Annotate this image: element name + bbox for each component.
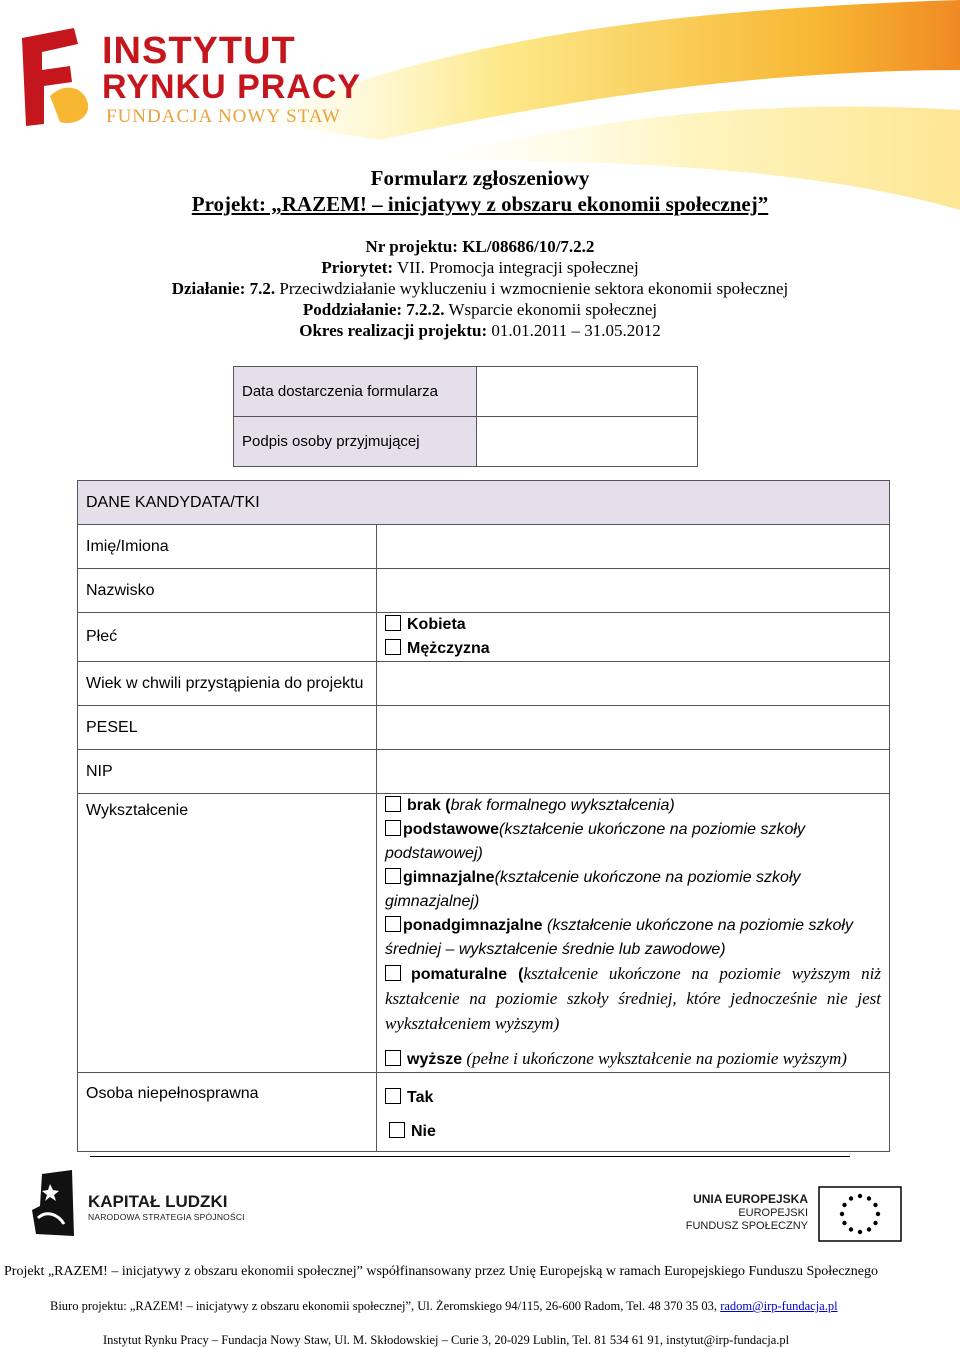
- education-label: Wykształcenie: [78, 794, 377, 1073]
- office-use-table: [233, 366, 698, 467]
- gender-options: [377, 613, 890, 662]
- project-number: Nr projektu: KL/08686/10/7.2.2: [365, 237, 595, 256]
- disabled-option-yes[interactable]: Tak: [385, 1081, 881, 1115]
- institute-emblem-icon: [14, 26, 104, 136]
- pesel-label: PESEL: [78, 706, 377, 750]
- checkbox-icon[interactable]: [385, 1050, 401, 1066]
- eu-line-3: FUNDUSZ SPOŁECZNY: [685, 1220, 808, 1232]
- first-name-label: Imię/Imiona: [78, 525, 377, 569]
- delivery-date-field[interactable]: [477, 367, 698, 417]
- education-option-primary[interactable]: podstawowe(kształcenie ukończone na poziomie szkoły podstawowej): [385, 821, 805, 862]
- kapital-ludzki-logo: [28, 1170, 288, 1240]
- logo-line-1: INSTYTUT: [102, 30, 296, 72]
- age-label: Wiek w chwili przystąpienia do projektu: [78, 662, 377, 706]
- last-name-label: Nazwisko: [78, 569, 377, 613]
- pesel-field[interactable]: [377, 706, 890, 750]
- candidate-data-table: [77, 480, 890, 1152]
- education-options: [377, 794, 890, 1073]
- receiver-signature-field[interactable]: [477, 417, 698, 467]
- footer-institute-address: Instytut Rynku Pracy – Fundacja Nowy Staw, Ul. M. Skłodowskiej – Curie 3, 20-029 Lublin, Tel. 81 534 61 91, instytut@irp-fundacja.pl: [103, 1333, 790, 1347]
- age-field[interactable]: [377, 662, 890, 706]
- project-priority: Priorytet: VII. Promocja integracji społecznej: [321, 258, 639, 277]
- last-name-field[interactable]: [377, 569, 890, 613]
- section-title: DANE KANDYDATA/TKI: [78, 481, 890, 525]
- nip-field[interactable]: [377, 750, 890, 794]
- delivery-date-label: Data dostarczenia formularza: [234, 367, 477, 417]
- logo-line-3: FUNDACJA NOWY STAW: [106, 106, 341, 127]
- checkbox-icon[interactable]: [385, 916, 401, 932]
- project-subaction: Poddziałanie: 7.2.2. Wsparcie ekonomii społecznej: [302, 300, 658, 319]
- checkbox-icon[interactable]: [385, 965, 401, 981]
- nip-label: NIP: [78, 750, 377, 794]
- checkbox-icon[interactable]: [389, 1122, 405, 1138]
- institute-logo: [14, 26, 364, 136]
- project-title: Projekt: „RAZEM! – inicjatywy z obszaru ekonomii społecznej”: [191, 192, 769, 216]
- disabled-option-no[interactable]: Nie: [385, 1115, 881, 1149]
- footer-cofinancing: Projekt „RAZEM! – inicjatywy z obszaru ekonomii społecznej” współfinansowany przez Unię Europejską w ramach Europejskiego Funduszu Społecznego: [4, 1264, 878, 1279]
- education-option-gymnasium[interactable]: gimnazjalne(kształcenie ukończone na poziomie szkoły gimnazjalnej): [385, 869, 801, 910]
- education-option-higher[interactable]: wyższe (pełne i ukończone wykształcenie na poziomie wyższym): [385, 1047, 881, 1072]
- project-action: Działanie: 7.2. Przeciwdziałanie wykluczeniu i wzmocnienie sektora ekonomii społecznej: [171, 279, 789, 298]
- eu-line-2: EUROPEJSKI: [738, 1207, 808, 1219]
- education-option-post-secondary[interactable]: pomaturalne (kształcenie ukończone na poziomie wyższym niż kształcenie na poziomie szkoły średniej, które jednocześnie nie jest wykształceniem wyższym): [385, 964, 881, 1033]
- disabled-label: Osoba niepełnosprawna: [78, 1073, 377, 1152]
- education-option-none[interactable]: brak (brak formalnego wykształcenia): [385, 794, 881, 818]
- kapital-ludzki-title: KAPITAŁ LUDZKI: [88, 1192, 228, 1211]
- kapital-ludzki-subtitle: NARODOWA STRATEGIA SPÓJNOŚCI: [88, 1212, 245, 1222]
- footer-divider: [90, 1156, 850, 1157]
- gender-label: Płeć: [78, 613, 377, 662]
- gender-option-female[interactable]: Kobieta: [385, 613, 881, 637]
- first-name-field[interactable]: [377, 525, 890, 569]
- checkbox-icon[interactable]: [385, 615, 401, 631]
- kapital-ludzki-emblem-icon: [28, 1170, 78, 1240]
- disabled-options: [377, 1073, 890, 1152]
- form-title: Formularz zgłoszeniowy: [370, 166, 590, 190]
- footer-email-link[interactable]: radom@irp-fundacja.pl: [720, 1299, 838, 1313]
- checkbox-icon[interactable]: [385, 796, 401, 812]
- checkbox-icon[interactable]: [385, 1088, 401, 1104]
- receiver-signature-label: Podpis osoby przyjmującej: [234, 417, 477, 467]
- logo-line-2: RYNKU PRACY: [102, 68, 362, 106]
- checkbox-icon[interactable]: [385, 868, 401, 884]
- education-option-secondary[interactable]: ponadgimnazjalne (kształcenie ukończone na poziomie szkoły średniej – wykształcenie średnie lub zawodowe): [385, 917, 853, 958]
- eu-flag-icon: [818, 1186, 902, 1242]
- gender-option-male[interactable]: Mężczyzna: [385, 637, 881, 661]
- footer-office-address: Biuro projektu: „RAZEM! – inicjatywy z obszaru ekonomii społecznej”, Ul. Żeromskiego 94/115, 26-600 Radom, Tel. 48 370 35 03, radom@irp-fundacja.pl: [50, 1299, 838, 1313]
- eu-line-1: UNIA EUROPEJSKA: [693, 1192, 808, 1206]
- project-period: Okres realizacji projektu: 01.01.2011 – 31.05.2012: [299, 321, 661, 340]
- checkbox-icon[interactable]: [385, 820, 401, 836]
- checkbox-icon[interactable]: [385, 639, 401, 655]
- eu-logo: [685, 1186, 906, 1246]
